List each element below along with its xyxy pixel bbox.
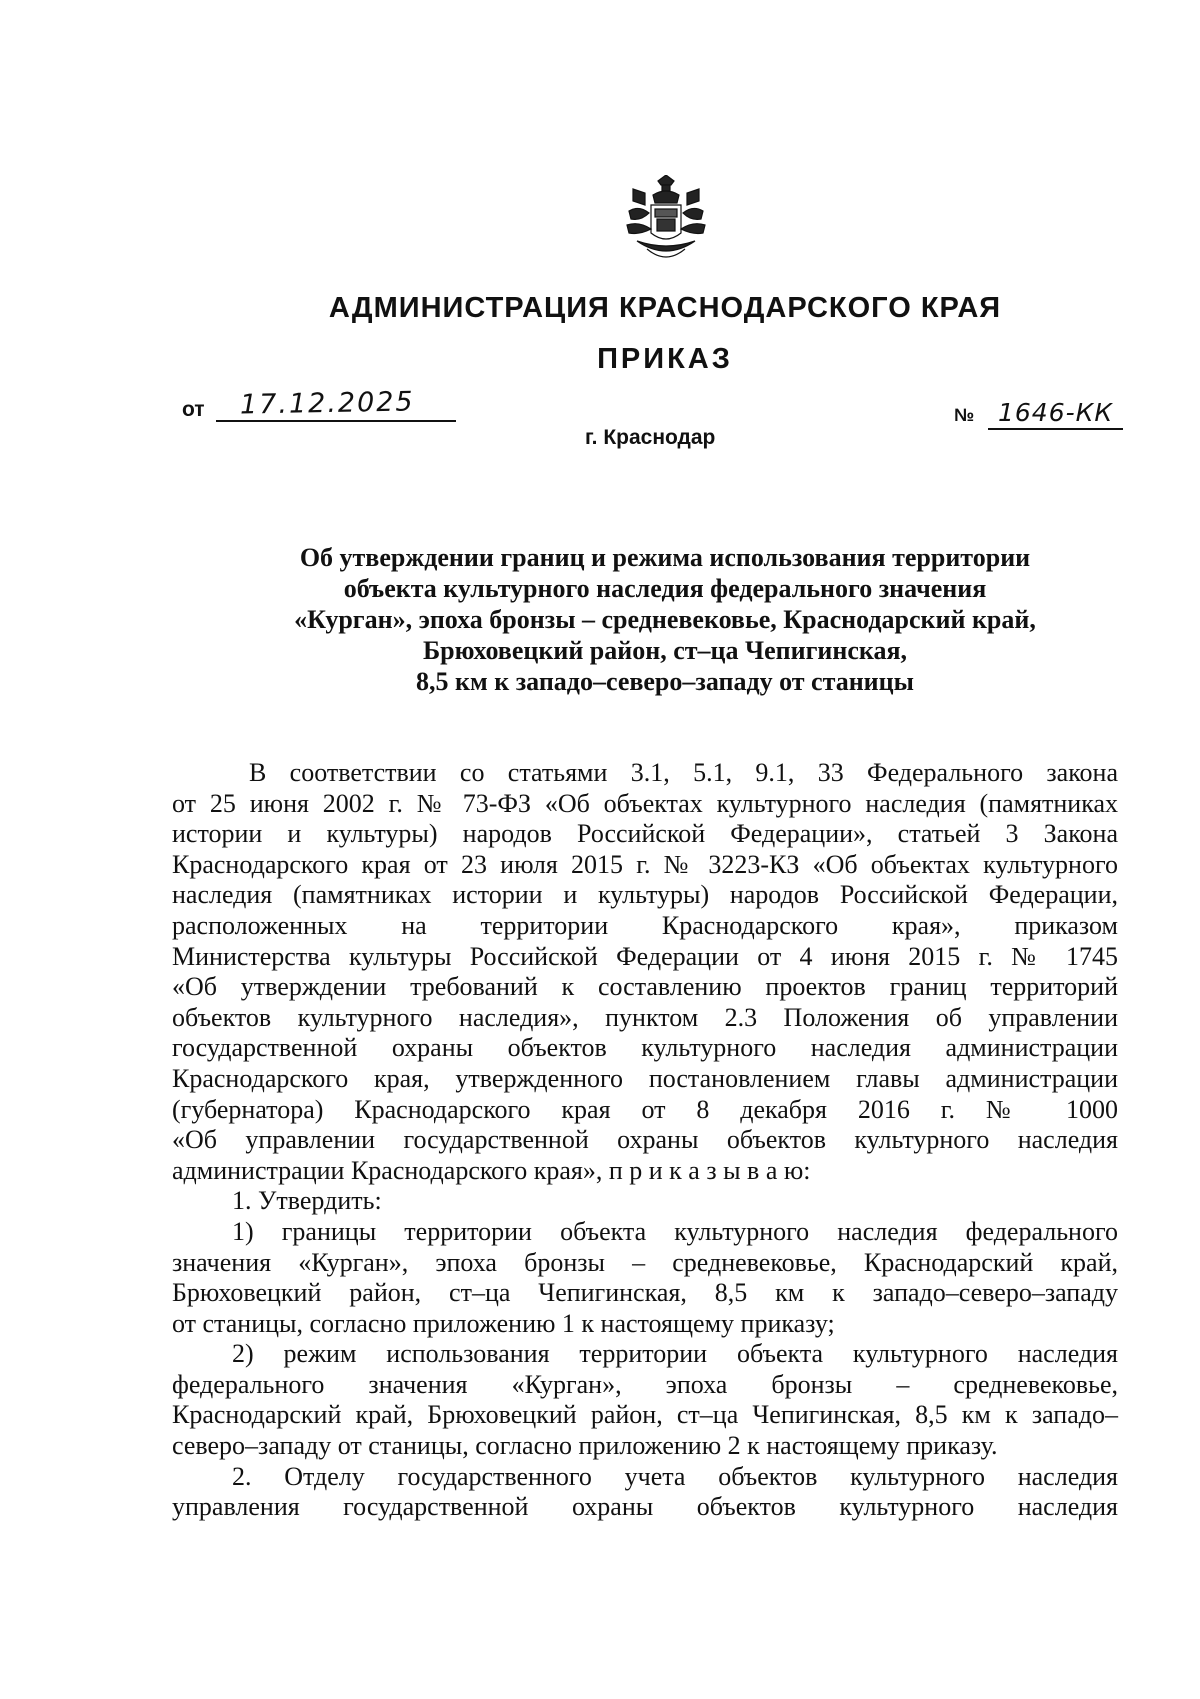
body-line: В соответствии со статьями 3.1, 5.1, 9.1, 33 Федерального закона: [249, 758, 1118, 787]
date-prefix: от: [182, 398, 205, 421]
body-line: 2) режим использования территории объекта культурного наследия: [232, 1339, 1118, 1369]
body-line: 1) границы территории объекта культурного наследия федерального: [232, 1216, 1118, 1246]
body-line: 2. Отделу государственного учета объектов культурного наследия: [232, 1461, 1118, 1491]
subject-line: объекта культурного наследия федерального значения: [343, 574, 987, 603]
body-line: от станицы, согласно приложению 1 к настоящему приказу;: [172, 1308, 835, 1338]
body-line: администрации Краснодарского края», п р и к а з ы в а ю:: [172, 1155, 811, 1185]
subject-line: Брюховецкий район, ст–ца Чепигинская,: [422, 636, 908, 665]
coat-of-arms-icon: [625, 175, 707, 265]
body-line: 1. Утвердить:: [232, 1186, 382, 1216]
handwritten-number: 1646-КК: [998, 398, 1114, 427]
body-line: Краснодарского края, утвержденного постановлением главы администрации: [172, 1063, 1118, 1093]
subject-line: 8,5 км к западо–северо–западу от станицы: [416, 667, 914, 696]
body-line: истории и культуры) народов Российской Федерации», статьей 3 Закона: [172, 819, 1118, 849]
organization-title: АДМИНИСТРАЦИЯ КРАСНОДАРСКОГО КРАЯ: [328, 292, 1002, 324]
body-line: от 25 июня 2002 г. № 73-ФЗ «Об объектах культурного наследия (памятниках: [172, 788, 1118, 818]
body-line: Краснодарский край, Брюховецкий район, ст–ца Чепигинская, 8,5 км к западо–: [172, 1400, 1118, 1430]
subject-line: «Курган», эпоха бронзы – средневековье, Краснодарский край,: [294, 605, 1036, 634]
body-line: федерального значения «Курган», эпоха бронзы – средневековье,: [172, 1369, 1118, 1399]
body-line: значения «Курган», эпоха бронзы – средневековье, Краснодарский край,: [172, 1247, 1118, 1277]
body-line: расположенных на территории Краснодарского края», приказом: [172, 910, 1118, 940]
number-underline: [988, 428, 1123, 430]
body-line: управления государственной охраны объектов культурного наследия: [172, 1492, 1118, 1522]
body-line: Брюховецкий район, ст–ца Чепигинская, 8,5 км к западо–северо–западу: [172, 1278, 1118, 1308]
handwritten-date: 17.12.2025: [239, 386, 415, 421]
subject-line: Об утверждении границ и режима использования территории: [299, 543, 1031, 572]
document-subject: [200, 542, 1130, 697]
body-line: «Об управлении государственной охраны объектов культурного наследия: [172, 1125, 1118, 1155]
body-line: Министерства культуры Российской Федерации от 4 июня 2015 г. № 1745: [172, 941, 1118, 971]
body-line: государственной охраны объектов культурного наследия администрации: [172, 1033, 1118, 1063]
body-line: «Об утверждении требований к составлению проектов границ территорий: [172, 972, 1118, 1002]
city-label: г. Краснодар: [585, 426, 716, 449]
body-line: объектов культурного наследия», пунктом 2.3 Положения об управлении: [172, 1002, 1118, 1032]
document-body: [172, 758, 1118, 1523]
body-line: северо–западу от станицы, согласно приложению 2 к настоящему приказу.: [172, 1431, 998, 1461]
number-prefix: №: [954, 405, 975, 425]
body-line: (губернатора) Краснодарского края от 8 декабря 2016 г. № 1000: [172, 1094, 1118, 1124]
body-line: Краснодарского края от 23 июля 2015 г. № 3223-КЗ «Об объектах культурного: [172, 849, 1118, 879]
body-line: наследия (памятниках истории и культуры) народов Российской Федерации,: [172, 880, 1118, 910]
document-type-title: ПРИКАЗ: [597, 343, 733, 375]
